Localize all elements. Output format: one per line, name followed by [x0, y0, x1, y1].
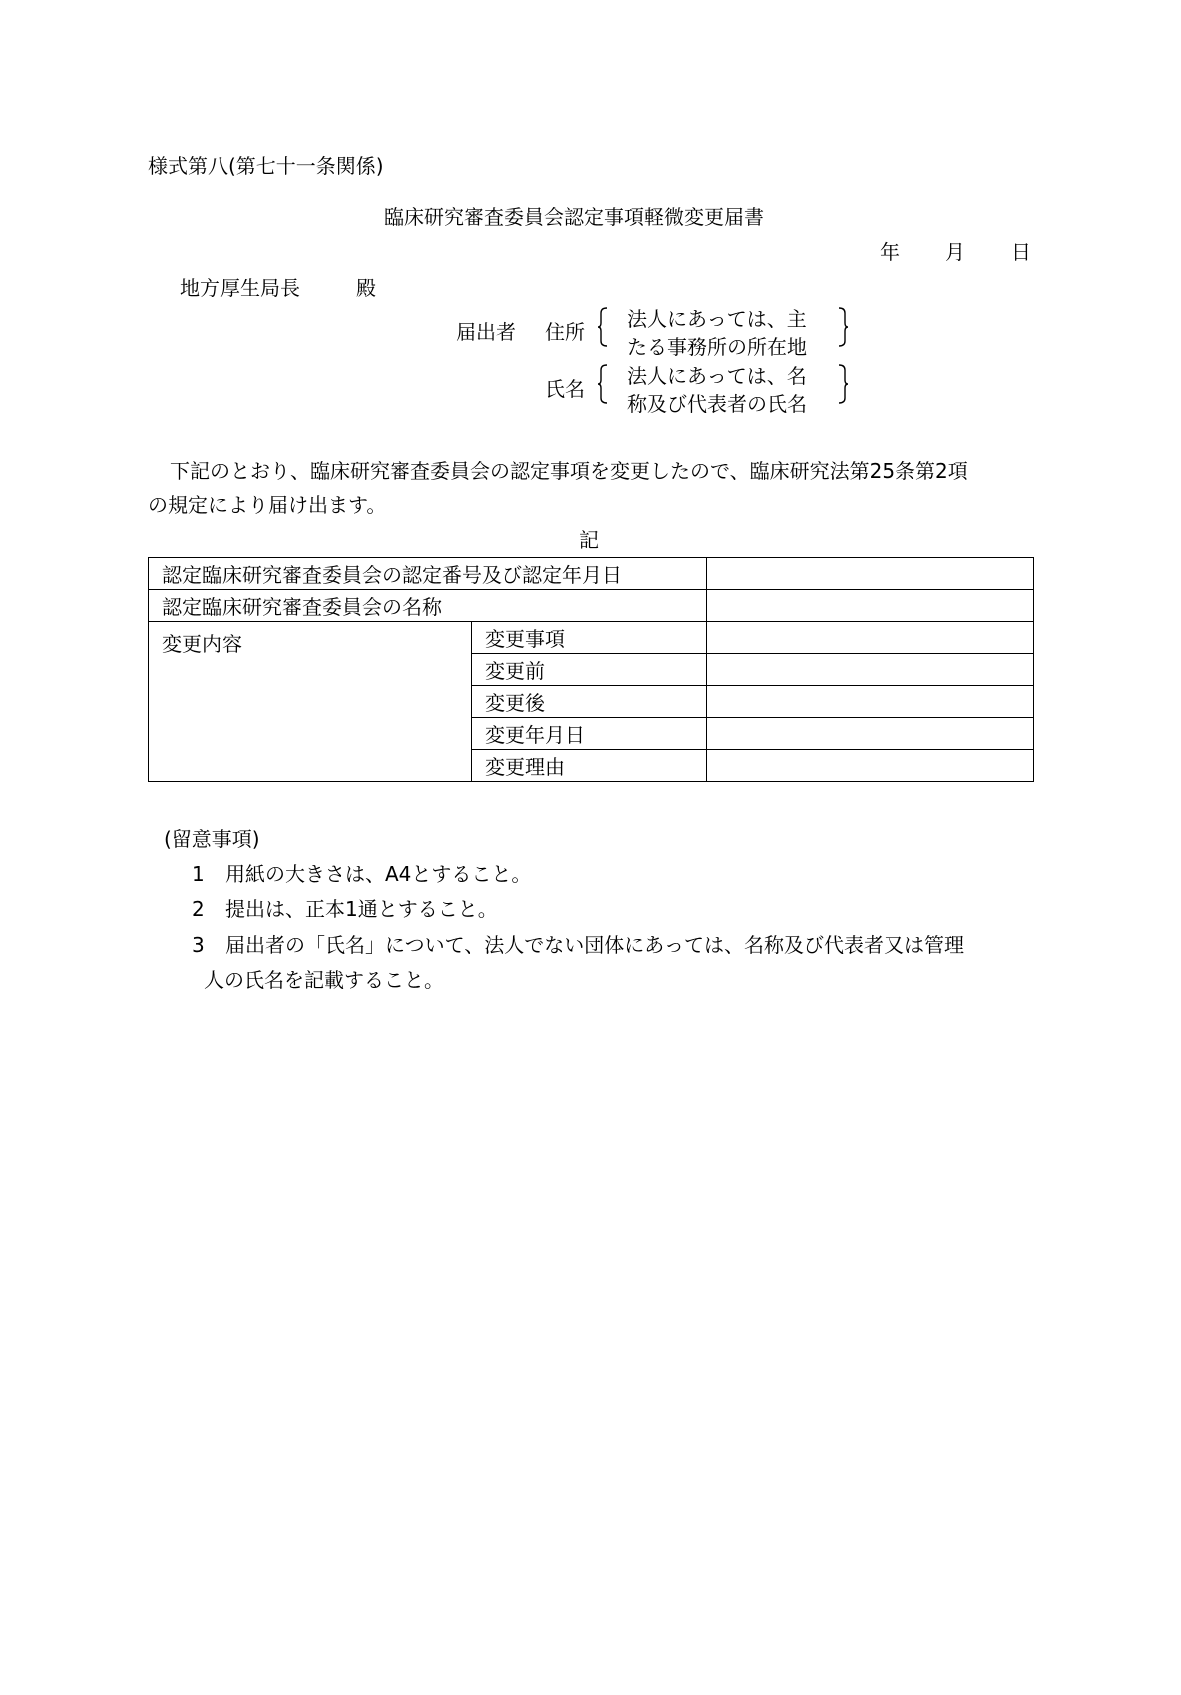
- row-certification-number-label: 認定臨床研究審査委員会の認定番号及び認定年月日: [149, 558, 707, 590]
- change-item-label: 変更前: [472, 654, 707, 686]
- body-line-2: の規定により届け出ます。: [148, 493, 387, 517]
- left-brace-icon: [598, 307, 608, 347]
- table-row: [149, 590, 1034, 622]
- address-note-2: たる事務所の所在地: [627, 335, 807, 359]
- change-item-label: 変更事項: [472, 622, 707, 654]
- change-item-value[interactable]: [707, 622, 1034, 654]
- ki-label: 記: [579, 528, 599, 552]
- name-note-2: 称及び代表者の氏名: [627, 392, 807, 416]
- note-text: 提出は、正本1通とすること。: [225, 897, 498, 921]
- change-item-label: 変更年月日: [472, 718, 707, 750]
- note-number: 3: [192, 933, 205, 957]
- note-number: 1: [192, 862, 205, 886]
- change-item-value[interactable]: [707, 686, 1034, 718]
- right-brace-icon: [838, 307, 848, 347]
- change-item-value[interactable]: [707, 654, 1034, 686]
- note-number: 2: [192, 897, 205, 921]
- name-note-1: 法人にあっては、名: [627, 364, 807, 388]
- change-content-label: 変更内容: [149, 622, 472, 782]
- change-item-value[interactable]: [707, 750, 1034, 782]
- change-item-label: 変更後: [472, 686, 707, 718]
- form-number: 様式第八(第七十一条関係): [148, 154, 384, 178]
- row-committee-name-value[interactable]: [707, 590, 1034, 622]
- date-year: 年: [880, 240, 900, 264]
- right-brace-icon: [838, 364, 848, 404]
- row-committee-name-label: 認定臨床研究審査委員会の名称: [149, 590, 707, 622]
- address-note-1: 法人にあっては、主: [627, 307, 807, 331]
- date-month: 月: [945, 240, 965, 264]
- details-table: [148, 557, 1034, 782]
- note-text: 用紙の大きさは、A4とすること。: [225, 862, 532, 886]
- table-row: [149, 622, 1034, 654]
- body-line-1: 下記のとおり、臨床研究審査委員会の認定事項を変更したので、臨床研究法第25条第2項: [170, 459, 968, 483]
- name-label: 氏名: [545, 377, 585, 401]
- change-item-value[interactable]: [707, 718, 1034, 750]
- notifier-label: 届出者: [456, 320, 516, 344]
- date-day: 日: [1011, 240, 1031, 264]
- addressee-honorific: 殿: [356, 276, 376, 300]
- table-row: [149, 558, 1034, 590]
- address-label: 住所: [545, 320, 585, 344]
- addressee-name: 地方厚生局長: [180, 276, 300, 300]
- notes-heading: (留意事項): [164, 827, 260, 851]
- row-certification-number-value[interactable]: [707, 558, 1034, 590]
- left-brace-icon: [598, 364, 608, 404]
- note-text: 届出者の「氏名」について、法人でない団体にあっては、名称及び代表者又は管理: [225, 933, 964, 957]
- change-item-label: 変更理由: [472, 750, 707, 782]
- note-text-continued: 人の氏名を記載すること。: [204, 968, 444, 992]
- page-title: 臨床研究審査委員会認定事項軽微変更届書: [384, 205, 764, 229]
